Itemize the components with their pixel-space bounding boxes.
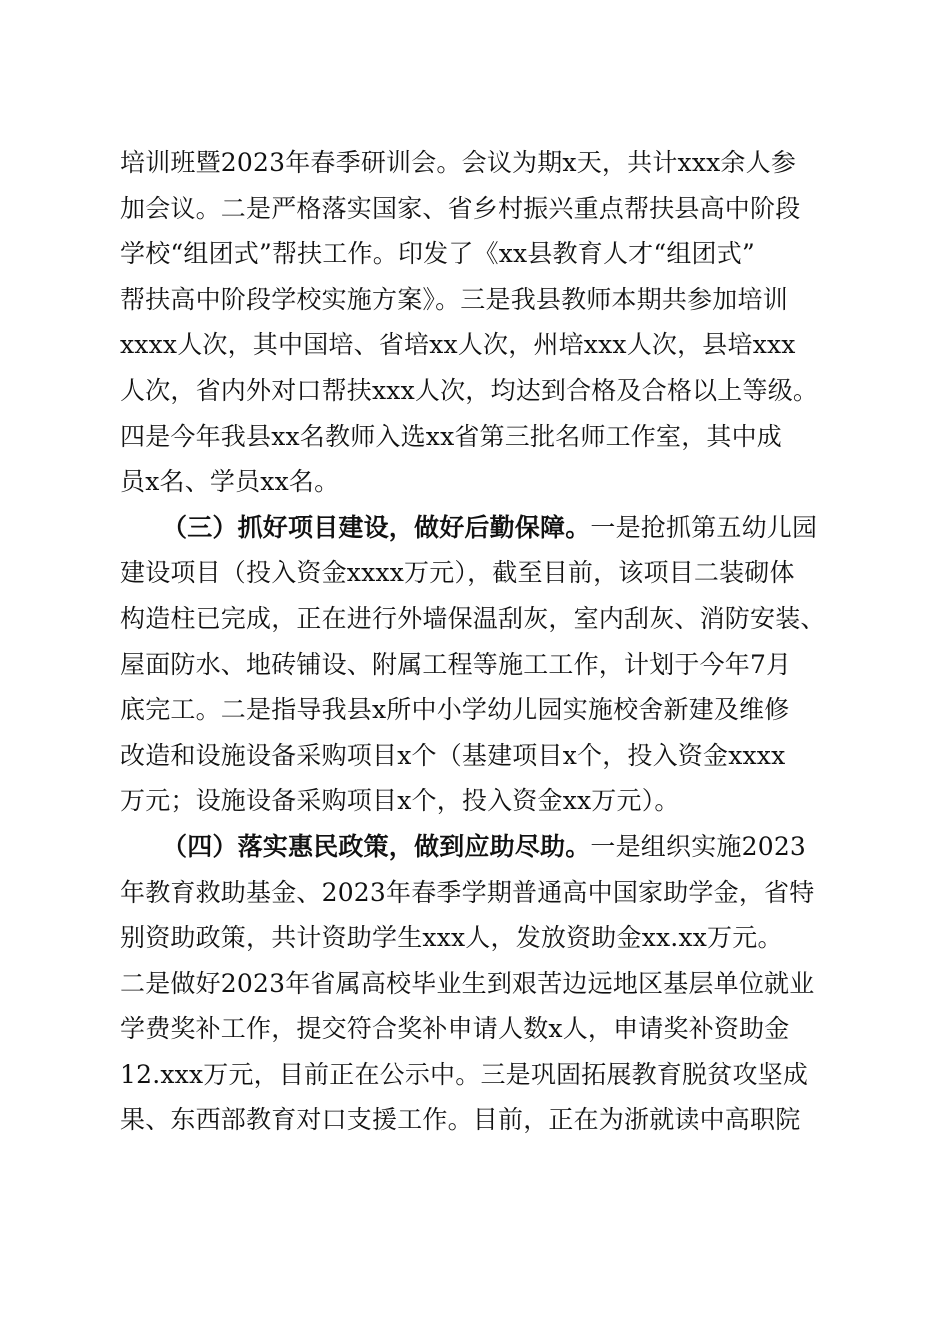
text-line: 底完工。二是指导我县x所中小学幼儿园实施校舍新建及维修 xyxy=(120,695,790,725)
section-3-first-text: 一是抢抓第五幼儿园 xyxy=(590,512,818,542)
text-line: 改造和设施设备采购项目x个（基建项目x个，投入资金xxxx xyxy=(120,740,786,770)
text-line: 构造柱已完成，正在进行外墙保温刮灰，室内刮灰、消防安装、 xyxy=(120,603,826,633)
text-line: 建设项目（投入资金xxxx万元），截至目前，该项目二装砌体 xyxy=(120,558,795,588)
text-line: 年教育救助基金、2023年春季学期普通高中国家助学金，省特 xyxy=(120,877,815,907)
text-line: 12.xxx万元，目前正在公示中。三是巩固拓展教育脱贫攻坚成 xyxy=(120,1059,809,1089)
text-line: xxxx人次，其中国培、省培xx人次，州培xxx人次，县培xxx xyxy=(120,330,796,360)
text-line: 学费奖补工作，提交符合奖补申请人数x人，申请奖补资助金 xyxy=(120,1014,790,1044)
paragraph-section-3 xyxy=(120,505,840,824)
section-3-first-line xyxy=(120,505,840,551)
text-line: 别资助政策，共计资助学生xxx人，发放资助金xx.xx万元。 xyxy=(120,923,783,953)
text-line: 万元；设施设备采购项目x个，投入资金xx万元）。 xyxy=(120,786,680,816)
section-4-first-text: 一是组织实施2023 xyxy=(590,831,807,861)
text-line: 帮扶高中阶段学校实施方案》。三是我县教师本期共参加培训 xyxy=(120,284,788,314)
text-line: 人次，省内外对口帮扶xxx人次，均达到合格及合格以上等级。 xyxy=(120,375,819,405)
text-line: 培训班暨2023年春季研训会。会议为期x天，共计xxx余人参 xyxy=(120,148,797,177)
text-line: 果、东西部教育对口支援工作。目前，正在为浙就读中高职院 xyxy=(120,1105,801,1135)
section-3-heading: （三）抓好项目建设，做好后勤保障。 xyxy=(162,512,591,542)
text-line: 屋面防水、地砖铺设、附属工程等施工工作，计划于今年7月 xyxy=(120,649,792,679)
section-4-heading: （四）落实惠民政策，做到应助尽助。 xyxy=(162,831,591,861)
text-line: 二是做好2023年省属高校毕业生到艰苦边远地区基层单位就业 xyxy=(120,968,815,998)
paragraph-section-4 xyxy=(120,824,840,1143)
section-4-first-line xyxy=(120,824,840,870)
text-line: 四是今年我县xx名教师入选xx省第三批名师工作室，其中成 xyxy=(120,421,782,451)
document-body xyxy=(120,140,840,1143)
text-line: 加会议。二是严格落实国家、省乡村振兴重点帮扶县高中阶段 xyxy=(120,193,801,223)
text-line: 员x名、学员xx名。 xyxy=(120,467,340,497)
paragraph-continuation xyxy=(120,140,840,505)
text-line: 学校“组团式”帮扶工作。印发了《xx县教育人才“组团式” xyxy=(120,239,755,269)
